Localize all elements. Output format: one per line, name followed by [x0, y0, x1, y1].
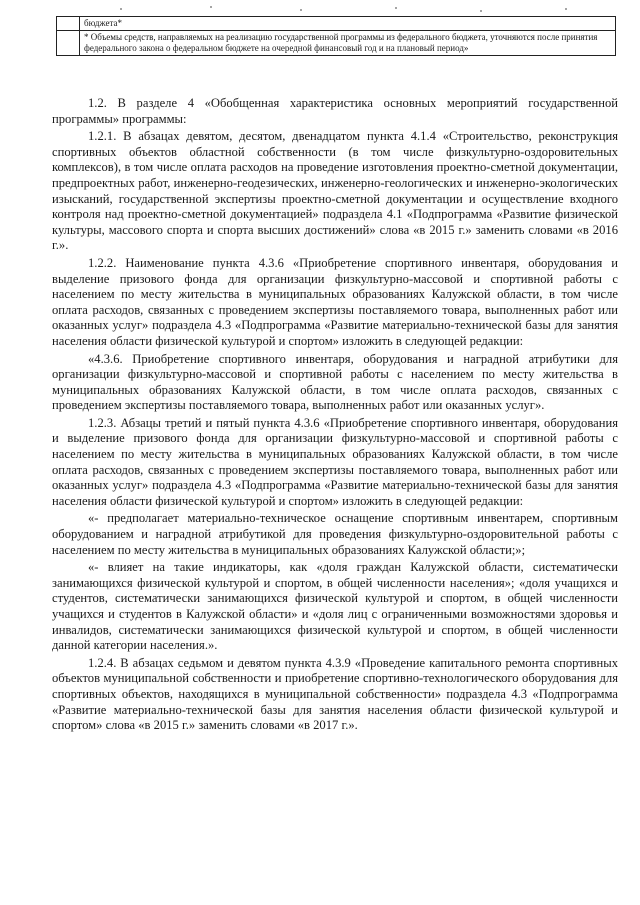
table-row: [57, 31, 616, 56]
budget-footnote-table: [56, 16, 616, 56]
paragraph-1-2-1: 1.2.1. В абзацах девятом, десятом, двенадцатом пункта 4.1.4 «Строительство, реконструкция спортивных объектов областной собственности (в том числе физкультурно-оздоровительных комплексов), в том числе оплата расходов на проведение изготовления проектно-сметной документации, предпроектных работ, инженерно-геодезических, инженерно-геологических и инженерно-экологических изысканий, государственной экспертизы проектно-сметной документации и осуществление входного контроля над проектно-сметной документацией» подраздела 4.1 «Подпрограмма «Развитие физической культуры, массового спорта и спорта высших достижений» слова «в 2015 г.» заменить словами «в 2016 г.».: [52, 129, 618, 253]
scan-artifact: [565, 8, 567, 10]
scan-artifact: [210, 6, 212, 8]
scan-artifact: [120, 8, 122, 10]
scan-artifact: [395, 7, 397, 9]
scan-artifact: [300, 9, 302, 11]
table-cell-empty: [57, 31, 80, 56]
scan-artifact: [480, 10, 482, 12]
section-heading-1-2: 1.2. В разделе 4 «Обобщенная характеристика основных мероприятий государственной программы» программы:: [52, 96, 618, 126]
table-row: [57, 17, 616, 31]
table-cell-footnote: * Объемы средств, направляемых на реализацию государственной программы из федерального бюджета, уточняются после принятия федерального закона о федеральном бюджете на очередной финансовый год и на плановый период»: [80, 31, 616, 56]
table-cell-budget: бюджета*: [80, 17, 616, 31]
paragraph-quote-item-2: «- влияет на такие индикаторы, как «доля граждан Калужской области, систематически занимающихся физической культурой и спортом, в общей численности населения»; «доля учащихся и студентов, систематически занимающихся физической культурой и спортом, в общей численности учащихся и студентов в Калужской области» и «доля лиц с ограниченными возможностями здоровья и инвалидов, систематически занимающихся физической культурой и спортом, в общей численности данной категории населения.».: [52, 560, 618, 653]
paragraph-quote-item-1: «- предполагает материально-техническое оснащение спортивным инвентарем, спортивным оборудованием и наградной атрибутикой для проведения физкультурно-оздоровительной работы с населением по месту жительства в муниципальных образованиях Калужской области;»;: [52, 511, 618, 557]
paragraph-1-2-2: 1.2.2. Наименование пункта 4.3.6 «Приобретение спортивного инвентаря, оборудования и выделение призового фонда для организации физкультурно-массовой и спортивной работы с населением по месту жительства в муниципальных образованиях Калужской области, в том числе оплата расходов, связанных с проведением экспертизы поставляемого товара, выполненных работ или оказанных услуг» подраздела 4.3 «Подпрограмма «Развитие материально-технической базы для занятия населения области физической культурой и спортом» изложить в следующей редакции:: [52, 255, 618, 348]
table-cell-empty: [57, 17, 80, 31]
paragraph-quote-4-3-6: «4.3.6. Приобретение спортивного инвентаря, оборудования и наградной атрибутики для организации физкультурно-массовой и спортивной работы с населением по месту жительства в муниципальных образованиях Калужской области, в том числе оплата расходов, связанных с проведением экспертизы поставляемого товара, выполненных работ или оказанных услуг».: [52, 351, 618, 413]
document-body: [52, 96, 618, 736]
paragraph-1-2-3: 1.2.3. Абзацы третий и пятый пункта 4.3.6 «Приобретение спортивного инвентаря, оборудования и выделение призового фонда для организации физкультурно-массовой и спортивной работы с населением по месту жительства в муниципальных образованиях Калужской области, в том числе оплата расходов, связанных с проведением экспертизы поставляемого товара, выполненных работ или оказанных услуг» подраздела 4.3 «Подпрограмма «Развитие материально-технической базы для занятия населения области физической культурой и спортом» изложить в следующей редакции:: [52, 415, 618, 508]
paragraph-1-2-4: 1.2.4. В абзацах седьмом и девятом пункта 4.3.9 «Проведение капитального ремонта спортивных объектов муниципальной собственности и приобретение спортивно-технологического оборудования для спортивных объектов, находящихся в муниципальной собственности» подраздела 4.3 «Подпрограмма «Развитие материально-технической базы для занятия населения области физической культурой и спортом» слова «в 2015 г.» заменить словами «в 2017 г.».: [52, 655, 618, 733]
